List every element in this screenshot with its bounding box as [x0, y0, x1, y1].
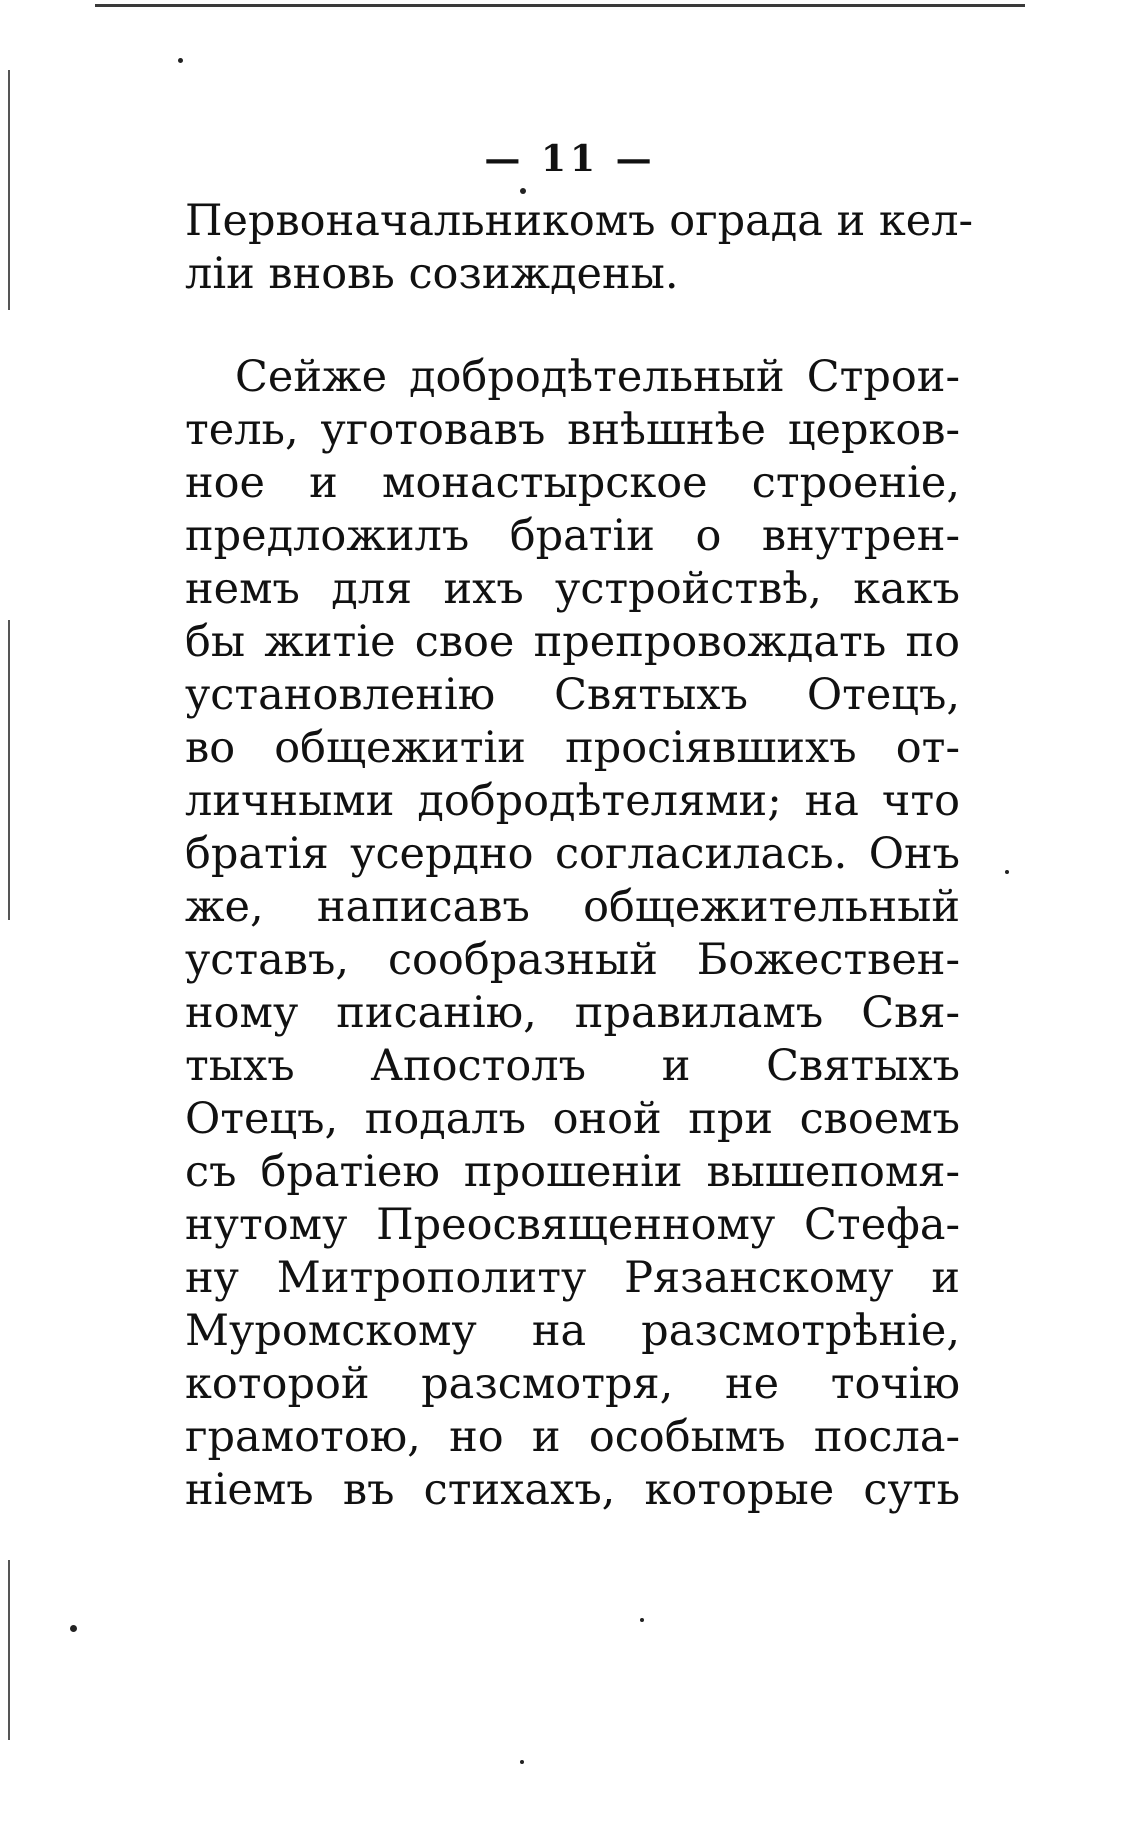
text-line: Первоначальникомъ ограда и кел- [185, 196, 974, 246]
text-line: личными добродѣтелями; на что [185, 776, 960, 826]
paragraph-main [185, 351, 960, 1517]
text-line: ное и монастырское строеніе, [185, 458, 960, 508]
text-line: грамотою, но и особымъ посла- [185, 1412, 960, 1462]
scan-speck [520, 1760, 524, 1764]
scan-speck [70, 1625, 77, 1632]
text-line: Сейже добродѣтельный Строи- [235, 352, 960, 402]
text-line: ліи вновь созиждены. [185, 249, 679, 299]
text-line: Муромскому на разсмотрѣніе, [185, 1306, 960, 1356]
text-line: которой разсмотря, не точію [185, 1359, 960, 1409]
text-line: бы житіе свое препровождать по [185, 617, 960, 667]
text-line: тыхъ Апостолъ и Святыхъ [185, 1041, 960, 1091]
top-page-rule [95, 4, 1025, 7]
text-line: съ братіею прошеніи вышепомя- [185, 1147, 960, 1197]
text-line: братія усердно согласилась. Онъ [185, 829, 960, 879]
text-line: немъ для ихъ устройствѣ, какъ [185, 564, 960, 614]
scan-speck [640, 1618, 644, 1622]
text-line: ному писанію, правиламъ Свя- [185, 988, 960, 1038]
left-margin-scan-line [8, 1560, 10, 1740]
text-line: уставъ, сообразный Божествен- [185, 935, 960, 985]
text-line: нутому Преосвященному Стефа- [185, 1200, 960, 1250]
text-line: во общежитіи просіявшихъ от- [185, 723, 960, 773]
text-line: ніемъ въ стихахъ, которые суть [185, 1465, 960, 1515]
text-line: тель, уготовавъ внѣшнѣе церков- [185, 405, 960, 455]
paragraph-continuation [185, 195, 974, 301]
text-line: Отецъ, подалъ оной при своемъ [185, 1094, 960, 1144]
text-line: установленію Святыхъ Отецъ, [185, 670, 960, 720]
scan-speck [520, 188, 526, 194]
text-line: предложилъ братіи о внутрен- [185, 511, 960, 561]
text-line: же, написавъ общежительный [185, 882, 960, 932]
text-line: ну Митрополиту Рязанскому и [185, 1253, 960, 1303]
scan-speck [1005, 870, 1009, 874]
page-number: — 11 — [484, 138, 656, 180]
scan-speck [178, 58, 183, 63]
left-margin-scan-line [8, 620, 10, 920]
left-margin-scan-line [8, 70, 10, 310]
